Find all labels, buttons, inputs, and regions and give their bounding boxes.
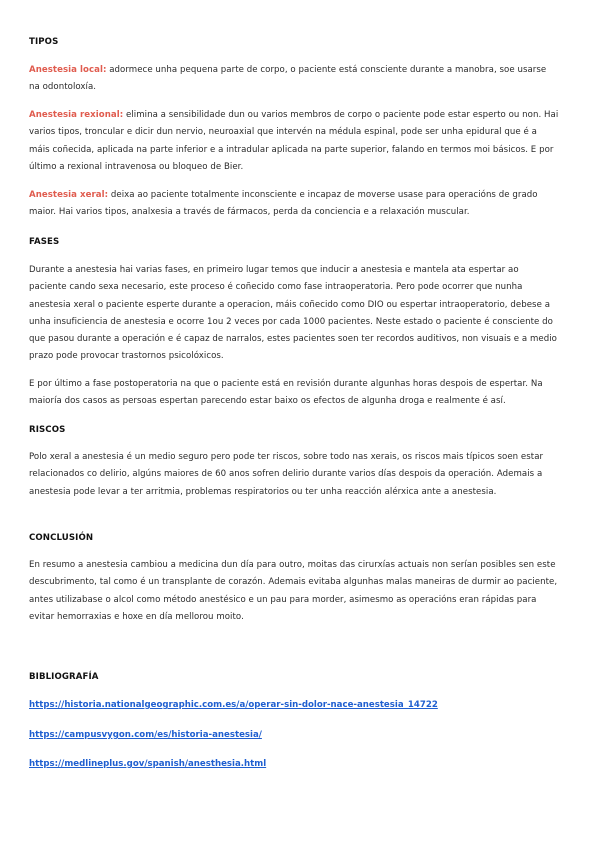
text-anestesia-xeral: deixa ao paciente totalmente inconsciente e incapaz de moverse usase para operacións de grado maior. Hai varios tipos, analxesia a través de fármacos, perda da conciencia e a relaxación muscular. [29, 190, 538, 218]
term-anestesia-rexional: Anestesia rexional: [29, 110, 124, 120]
paragraph-anestesia-local [29, 62, 559, 97]
heading-tipos: TIPOS [29, 37, 59, 47]
bibliography-link-nationalgeographic[interactable]: https://historia.nationalgeographic.com.es/a/operar-sin-dolor-nace-anestesia_14722 [29, 700, 438, 710]
text-anestesia-local: adormece unha pequena parte de corpo, o paciente está consciente durante a manobra, soe usarse na odontoloxía. [29, 65, 547, 93]
text-anestesia-rexional: elimina a sensibilidade dun ou varios membros de corpo o paciente pode estar esperto ou non. Hai varios tipos, troncular e dicir dun nervio, neuroaxial que intervén na médula espinal, pode ser unha epidural que é a máis coñecida, aplicada na parte inferior e a intradular aplicada na parte superior, falando en termos moi básicos. E por último a rexional intravenosa ou bloqueo de Bier. [29, 110, 559, 172]
paragraph-conclusion: En resumo a anestesia cambiou a medicina dun día para outro, moitas das cirurxías actuais non serían posibles sen este descubrimento, tal como é un transplante de corazón. Ademais evitaba algunhas malas maneiras de durmir ao paciente, antes utilizabase o alcol como método anestésico e un pau para morder, asimesmo as operacións eran rápidas para evitar hemorraxias e hoxe en día mellorou moito. [29, 560, 558, 622]
paragraph-anestesia-rexional [29, 107, 559, 176]
term-anestesia-local: Anestesia local: [29, 65, 107, 75]
paragraph-fases-2: E por último a fase postoperatoria na que o paciente está en revisión durante algunhas horas despois de espertar. Na maioría dos casos as persoas espertan parecendo estar baixo os efectos de algunha droga e realmente é así. [29, 379, 543, 407]
bibliography-link-campusvygon[interactable]: https://campusvygon.com/es/historia-anestesia/ [29, 730, 262, 740]
heading-conclusion: CONCLUSIÓN [29, 533, 94, 543]
paragraph-fases-1: Durante a anestesia hai varias fases, en primeiro lugar temos que inducir a anestesia e mantela ata espertar ao paciente cando sexa necesario, este proceso é coñecido como fase intraoperatoria. Pero pode ocorrer que nunha anestesia xeral o paciente esperte durante a operacion, máis coñecido como DIO ou espertar intraoperatorio, debese a unha insuficiencia de anestesia e ocorre 1ou 2 veces por cada 1000 pacientes. Neste estado o paciente é consciente do que pasou durante a operación e é capaz de narralos, estes pacientes soen ter recordos auditivos, non visuais e a medio prazo pode provocar trastornos psicolóxicos. [29, 265, 557, 362]
bibliography-link-medlineplus[interactable]: https://medlineplus.gov/spanish/anesthesia.html [29, 759, 267, 769]
paragraph-anestesia-xeral [29, 187, 559, 222]
paragraph-riscos: Polo xeral a anestesia é un medio seguro pero pode ter riscos, sobre todo nas xerais, os riscos mais típicos soen estar relacionados co delirio, algúns maiores de 60 anos sofren delirio durante varios días despois da operación. Ademais a anestesia pode levar a ter arritmia, problemas respiratorios ou ter unha reacción alérxica ante a anestesia. [29, 452, 544, 497]
heading-bibliografia: BIBLIOGRAFÍA [29, 672, 99, 682]
term-anestesia-xeral: Anestesia xeral: [29, 190, 109, 200]
heading-fases: FASES [29, 237, 60, 247]
heading-riscos: RISCOS [29, 425, 66, 435]
